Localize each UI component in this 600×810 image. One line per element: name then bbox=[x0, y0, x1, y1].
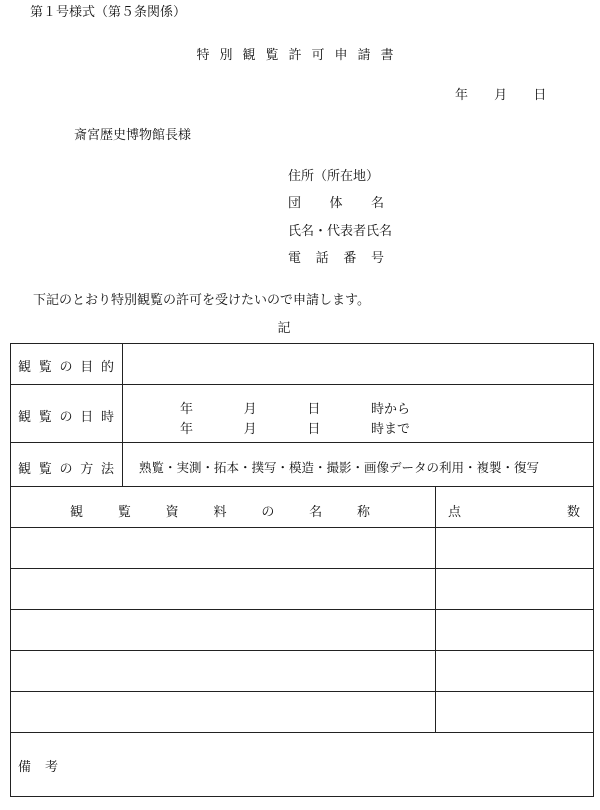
count-header: 点 数 bbox=[448, 505, 580, 520]
label-column-divider bbox=[122, 343, 123, 486]
remarks-label: 備 考 bbox=[18, 760, 58, 775]
table-border-bottom bbox=[10, 796, 594, 797]
count-column-divider bbox=[435, 486, 436, 732]
method-options: 熟覧・実測・拓本・撲写・模造・撮影・画像データの利用・複製・復写 bbox=[139, 460, 540, 475]
row-divider bbox=[10, 691, 594, 692]
addressee: 斎宮歴史博物館長様 bbox=[74, 128, 192, 143]
row-divider bbox=[10, 568, 594, 569]
table-border-right bbox=[593, 343, 594, 797]
table-border-top bbox=[10, 343, 594, 344]
date-year-label: 年 bbox=[455, 88, 469, 103]
row-divider bbox=[10, 732, 594, 733]
purpose-label: 観 覧 の 目 的 bbox=[18, 360, 114, 375]
row-divider bbox=[10, 527, 594, 528]
row-divider bbox=[10, 486, 594, 487]
date-day-label: 日 bbox=[533, 88, 547, 103]
intro-text: 下記のとおり特別観覧の許可を受けたいので申請します。 bbox=[33, 293, 370, 308]
date-month-label: 月 bbox=[494, 88, 508, 103]
method-label: 観 覧 の 方 法 bbox=[18, 462, 114, 477]
ki-mark: 記 bbox=[277, 321, 291, 336]
row-divider bbox=[10, 650, 594, 651]
datetime-to-row: 年 月 日 時まで bbox=[180, 422, 410, 437]
address-label: 住所（所在地） bbox=[288, 169, 380, 184]
document-title: 特別観覧許可申請書 bbox=[196, 48, 404, 63]
date-line bbox=[455, 84, 546, 103]
application-table bbox=[10, 343, 594, 797]
group-name-label: 団 体 名 bbox=[288, 196, 384, 211]
representative-name-label: 氏名・代表者氏名 bbox=[288, 224, 393, 239]
row-divider bbox=[10, 442, 594, 443]
row-divider bbox=[10, 609, 594, 610]
materials-name-header: 観 覧 資 料 の 名 称 bbox=[70, 505, 370, 520]
table-border-left bbox=[10, 343, 11, 797]
datetime-label: 観 覧 の 日 時 bbox=[18, 410, 114, 425]
datetime-from-row: 年 月 日 時から bbox=[180, 402, 410, 417]
row-divider bbox=[10, 384, 594, 385]
phone-number-label: 電 話 番 号 bbox=[288, 251, 384, 266]
form-number: 第１号様式（第５条関係） bbox=[30, 5, 187, 20]
